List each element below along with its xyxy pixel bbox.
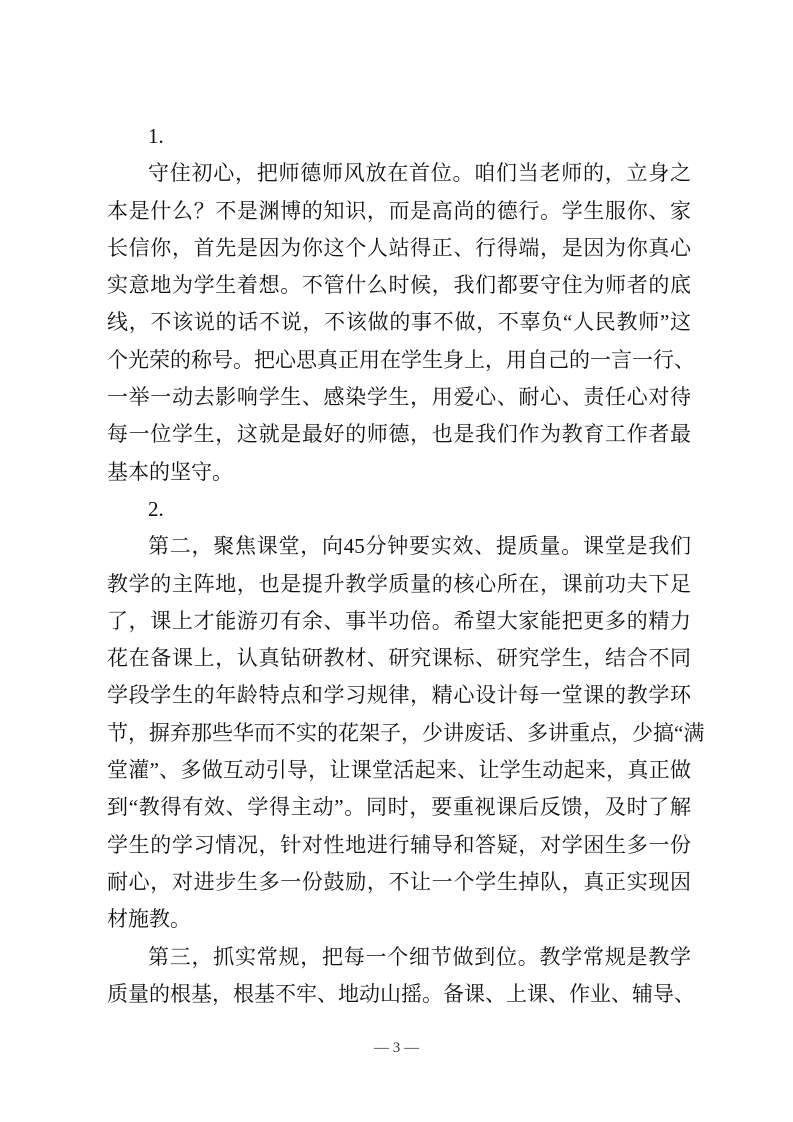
text-line: 每一位学生，这就是最好的师德，也是我们作为教育工作者最 <box>107 422 691 447</box>
text-line: 了，课上才能游刃有余、事半功倍。希望大家能把更多的精力 <box>107 608 691 633</box>
document-body <box>107 118 705 1013</box>
text-line: 2. <box>148 496 164 521</box>
text-line: 节，摒弃那些华而不实的花架子，少讲废话、多讲重点，少搞“满 <box>107 720 705 745</box>
text-line: 堂灌”、多做互动引导，让课堂活起来、让学生动起来，真正做 <box>107 758 691 783</box>
text-line: 长信你，首先是因为你这个人站得正、行得端，是因为你真心 <box>107 235 691 260</box>
text-line: 1. <box>148 124 164 148</box>
text-line: 材施教。 <box>107 907 191 932</box>
text-line: 花在备课上，认真钻研教材、研究课标、研究学生，结合不同 <box>107 646 691 671</box>
text-line: 第三，抓实常规，把每一个细节做到位。教学常规是教学 <box>148 944 691 969</box>
section-number <box>107 118 691 155</box>
text-line: 第二，聚焦课堂，向45分钟要实效、提质量。课堂是我们 <box>148 534 691 559</box>
text-line: 到“教得有效、学得主动”。同时，要重视课后反馈，及时了解 <box>107 795 691 820</box>
text-line: 本是什么？不是渊博的知识，而是高尚的德行。学生服你、家 <box>107 198 691 223</box>
text-line: 一举一动去影响学生、感染学生，用爱心、耐心、责任心对待 <box>107 385 691 410</box>
text-line: 教学的主阵地，也是提升教学质量的核心所在，课前功夫下足 <box>107 571 691 596</box>
section-number <box>107 491 691 528</box>
text-line: 学段学生的年龄特点和学习规律，精心设计每一堂课的教学环 <box>107 683 691 708</box>
text-line: 线，不该说的话不说，不该做的事不做，不辜负“人民教师”这 <box>107 310 691 335</box>
page-number: — 3 — <box>374 1040 419 1056</box>
text-line: 学生的学习情况，针对性地进行辅导和答疑，对学困生多一份 <box>107 832 691 857</box>
text-line: 耐心，对进步生多一份鼓励，不让一个学生掉队，真正实现因 <box>107 869 691 894</box>
text-line: 基本的坚守。 <box>107 459 233 484</box>
text-line: 守住初心，把师德师风放在首位。咱们当老师的，立身之 <box>148 161 691 186</box>
paragraph <box>107 155 695 491</box>
paragraph <box>107 939 695 1014</box>
paragraph <box>107 528 705 938</box>
text-line: 个光荣的称号。把心思真正用在学生身上，用自己的一言一行、 <box>107 347 695 372</box>
text-line: 实意地为学生着想。不管什么时候，我们都要守住为师者的底 <box>107 273 691 298</box>
text-line: 质量的根基，根基不牢、地动山摇。备课、上课、作业、辅导、 <box>107 981 695 1006</box>
